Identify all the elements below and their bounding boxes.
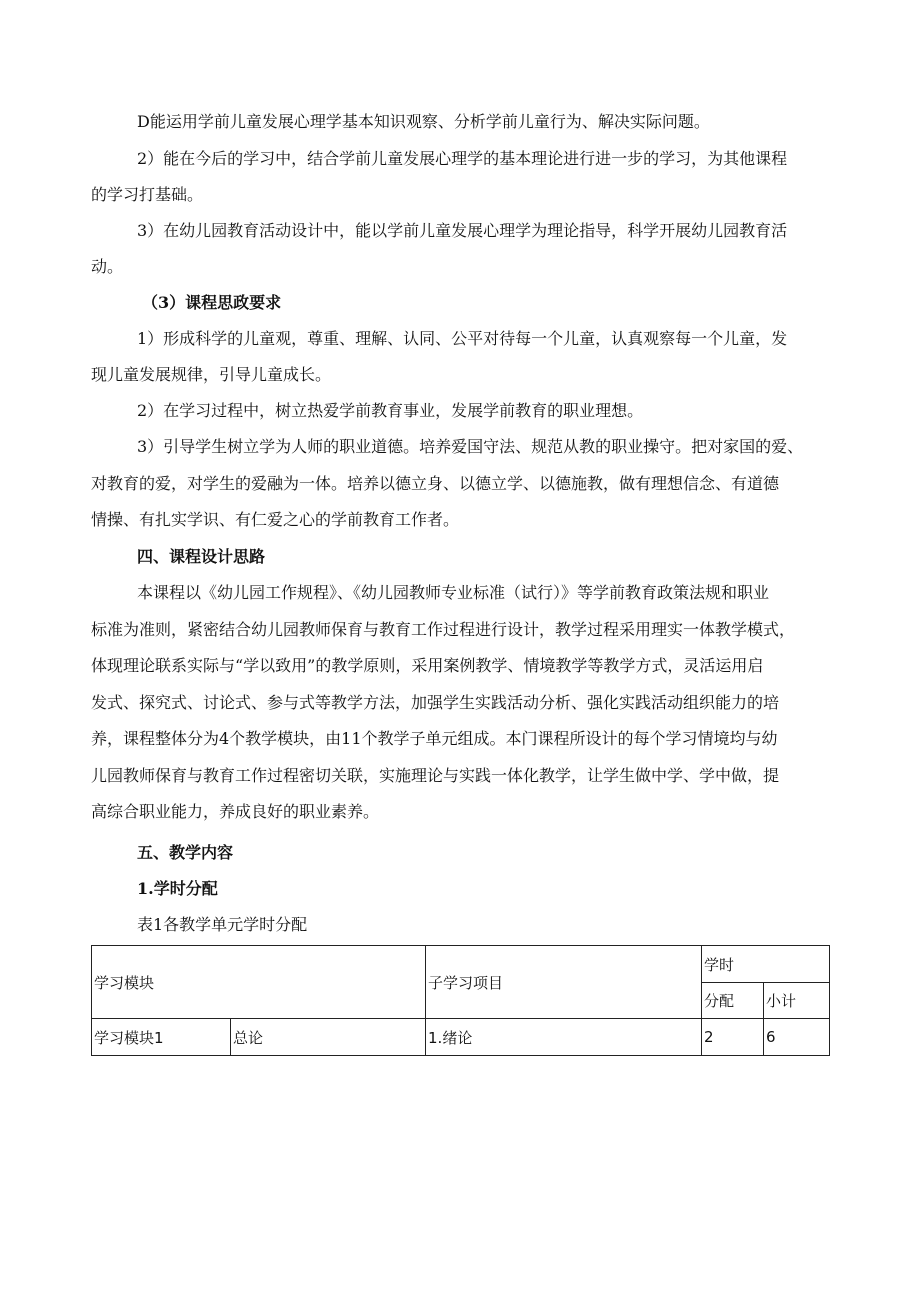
paragraph-design-line1: 本课程以《幼儿园工作规程》、《幼儿园教师专业标准（试行）》等学前教育政策法规和职业: [137, 583, 770, 602]
paragraph-ability-3-line1: 3）在幼儿园教育活动设计中，能以学前儿童发展心理学为理论指导，科学开展幼儿园教育活: [137, 221, 788, 240]
cell-unit: 总论: [231, 1019, 426, 1056]
paragraph-design-line5: 养，课程整体分为4个教学模块，由11个教学子单元组成。本门课程所设计的每个学习情境均与幼: [91, 729, 778, 748]
paragraph-ability-2-line1: 2）能在今后的学习中，结合学前儿童发展心理学的基本理论进行进一步的学习，为其他课程: [137, 149, 788, 168]
paragraph-ideology-1-line2: 现儿童发展规律，引导儿童成长。: [91, 365, 332, 384]
cell-module: 学习模块1: [92, 1019, 231, 1056]
paragraph-ideology-3-line1: 3）引导学生树立学为人师的职业道德。培养爱国守法、规范从教的职业操守。把对家国的爱、: [137, 437, 804, 456]
header-subtotal: 小计: [764, 983, 830, 1019]
paragraph-ability-2-line2: 的学习打基础。: [91, 185, 204, 204]
heading-teaching-content: 五、教学内容: [137, 843, 234, 862]
header-allocation: 分配: [702, 983, 764, 1019]
table-caption: 表1各教学单元学时分配: [137, 915, 308, 934]
paragraph-design-line6: 儿园教师保育与教育工作过程密切关联，实施理论与实践一体化教学，让学生做中学、学中做，提: [91, 766, 780, 785]
cell-subtotal: 6: [764, 1019, 830, 1056]
heading-ideology-requirements: （3）课程思政要求: [142, 293, 282, 312]
cell-item: 1.绪论: [426, 1019, 702, 1056]
paragraph-design-line4: 发式、探究式、讨论式、参与式等教学方法，加强学生实践活动分析、强化实践活动组织能力的培: [91, 693, 780, 712]
heading-course-design: 四、课程设计思路: [137, 547, 266, 566]
heading-hours-allocation: 1.学时分配: [137, 879, 218, 898]
paragraph-design-line3: 体现理论联系实际与“学以致用”的教学原则，采用案例教学、情境教学等教学方式，灵活运用启: [91, 656, 764, 675]
table-row: [92, 1019, 830, 1056]
paragraph-design-line2: 标准为准则，紧密结合幼儿园教师保育与教育工作过程进行设计，教学过程采用理实一体教学模式，: [91, 620, 796, 639]
header-sub-item: 子学习项目: [426, 946, 702, 1019]
paragraph-ideology-3-line2: 对教育的爱，对学生的爱融为一体。培养以德立身、以德立学、以德施教，做有理想信念、有道德: [91, 474, 780, 493]
table-header-row: [92, 946, 830, 983]
paragraph-ability-1: D能运用学前儿童发展心理学基本知识观察、分析学前儿童行为、解决实际问题。: [137, 112, 710, 131]
paragraph-ability-3-line2: 动。: [91, 257, 124, 276]
paragraph-ideology-2: 2）在学习过程中，树立热爱学前教育事业，发展学前教育的职业理想。: [137, 401, 644, 420]
hours-allocation-table: [91, 945, 830, 1056]
paragraph-ideology-1-line1: 1）形成科学的儿童观，尊重、理解、认同、公平对待每一个儿童，认真观察每一个儿童，发: [137, 329, 788, 348]
paragraph-ideology-3-line3: 情操、有扎实学识、有仁爱之心的学前教育工作者。: [91, 510, 460, 529]
header-module: 学习模块: [92, 946, 426, 1019]
header-hours: 学时: [702, 946, 830, 983]
cell-allocation: 2: [702, 1019, 764, 1056]
paragraph-design-line7: 高综合职业能力，养成良好的职业素养。: [91, 802, 380, 821]
